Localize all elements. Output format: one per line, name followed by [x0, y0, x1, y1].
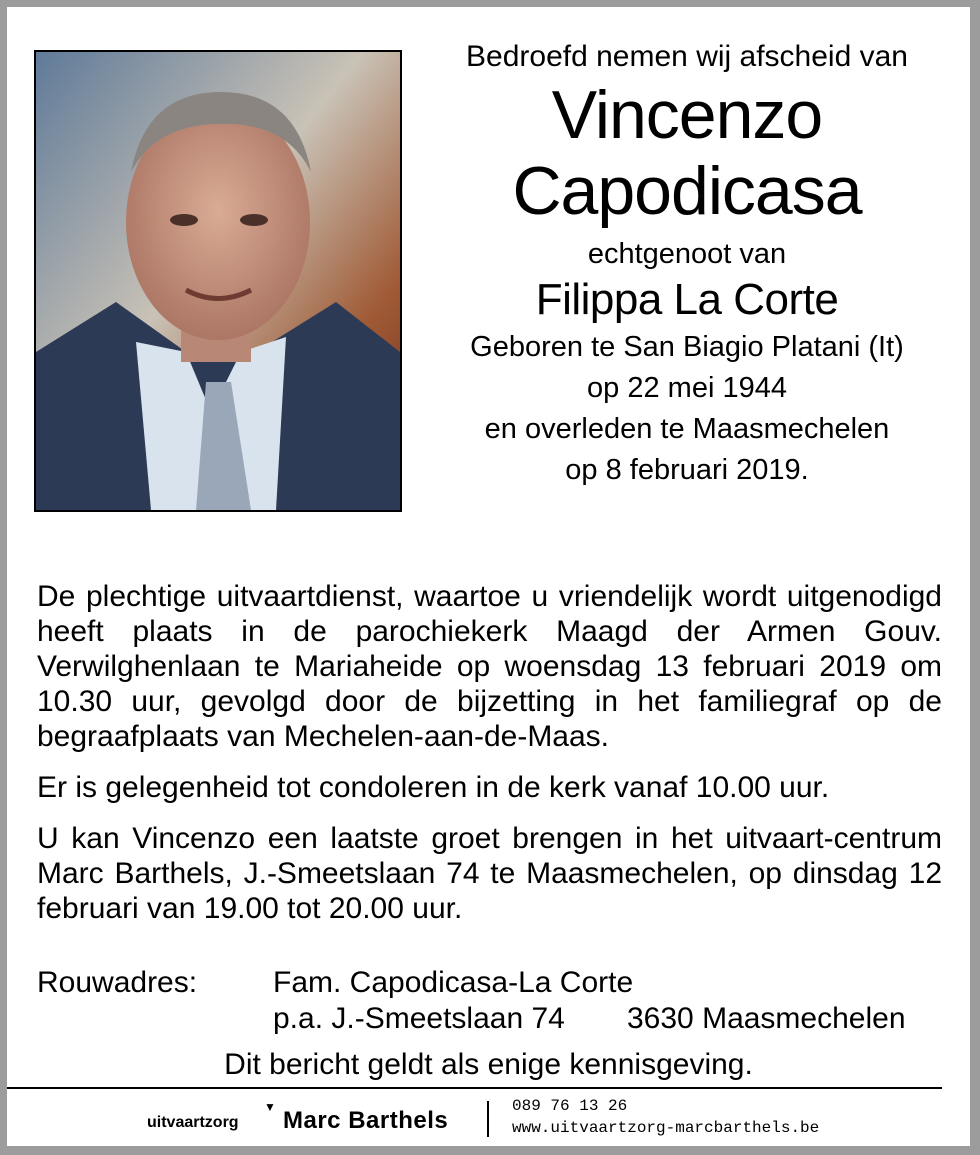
service-paragraph: De plechtige uitvaartdienst, waartoe u vriendelijk wordt uitgenodigd heeft plaats in de parochiekerk Maagd der Armen Gouv. Verwilghenlaan te Mariaheide op woensdag 13 februari 2019 om 10.30 uur, gevolgd door de bijzetting in het familiegraf op de begraafplaats van Mechelen-aan-de-Maas.: [37, 580, 942, 753]
deceased-last-name: Capodicasa: [512, 153, 862, 229]
spouse-name: Filippa La Corte: [535, 275, 839, 324]
footer: [7, 1089, 970, 1144]
footer-separator: [487, 1101, 489, 1137]
intro-text: Bedroefd nemen wij afscheid van: [466, 40, 908, 73]
death-date: op 8 februari 2019.: [565, 454, 809, 486]
deceased-first-name: Vincenzo: [551, 77, 823, 153]
spouse-label: echtgenoot van: [587, 238, 787, 270]
death-notice-card: [7, 7, 970, 1146]
address-line-2: p.a. J.-Smeetslaan 74: [273, 1002, 565, 1035]
triangle-marker-icon: ▼: [264, 1100, 276, 1114]
address-city: 3630 Maasmechelen: [627, 1002, 906, 1035]
birth-place: Geboren te San Biagio Platani (It): [470, 331, 904, 363]
portrait-photo: [34, 50, 402, 512]
footer-prefix: uitvaartzorg: [147, 1114, 239, 1131]
address-label: Rouwadres:: [37, 966, 198, 999]
notice-text: Dit bericht geldt als enige kennisgeving.: [224, 1048, 753, 1081]
address-line-1: Fam. Capodicasa-La Corte: [273, 966, 634, 999]
footer-website: www.uitvaartzorg-marcbarthels.be: [512, 1119, 820, 1137]
visitation-paragraph: U kan Vincenzo een laatste groet brengen in het uitvaart-centrum Marc Barthels, J.-Smeetslaan 74 te Maasmechelen, op dinsdag 12 februari van 19.00 tot 20.00 uur.: [37, 822, 942, 925]
header-block: [427, 35, 947, 491]
footer-phone: 089 76 13 26: [512, 1097, 628, 1115]
footer-brand: Marc Barthels: [283, 1107, 449, 1134]
birth-date: op 22 mei 1944: [587, 372, 787, 404]
body-text: [37, 579, 942, 942]
death-place: en overleden te Maasmechelen: [484, 413, 890, 445]
condolences-paragraph: Er is gelegenheid tot condoleren in de kerk vanaf 10.00 uur.: [37, 771, 830, 804]
